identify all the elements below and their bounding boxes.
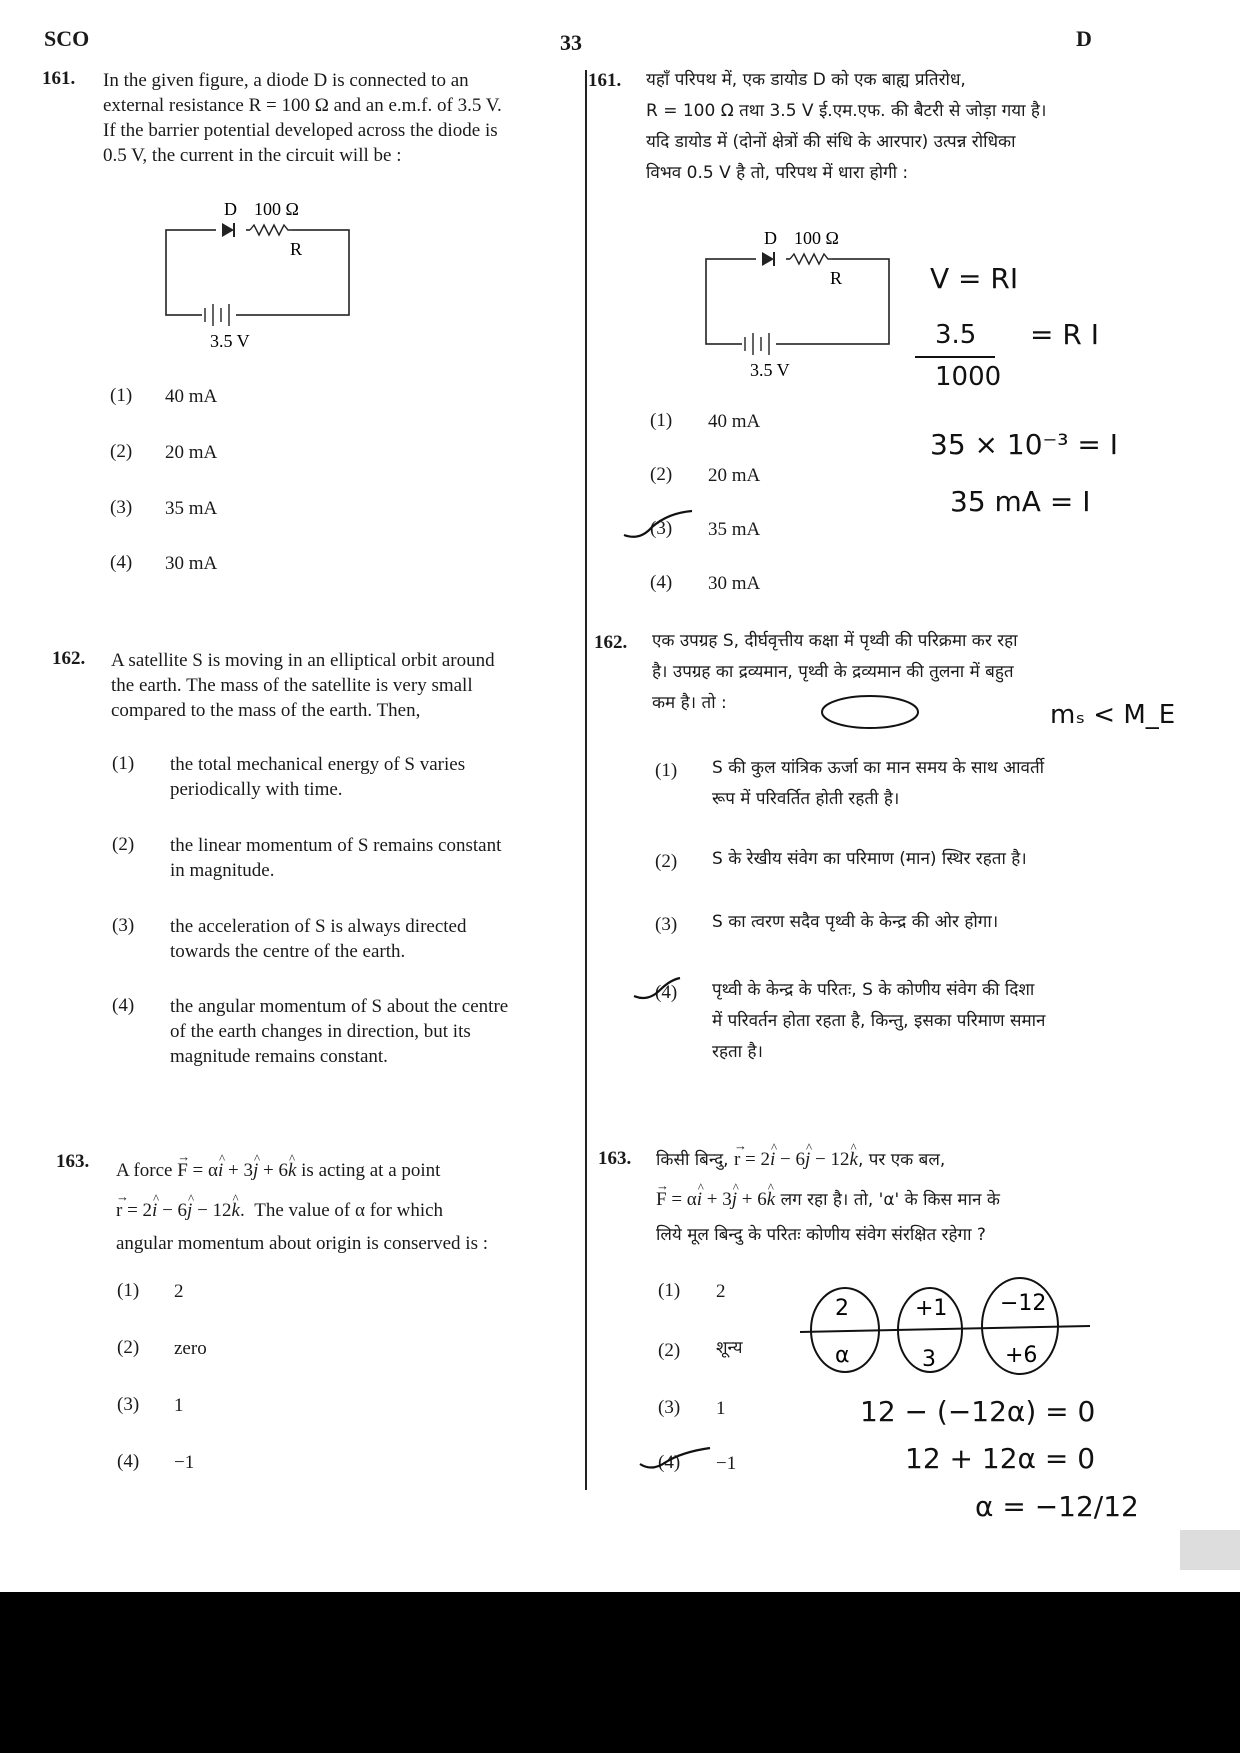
q161-hi-option-3-number: (3) (650, 518, 673, 539)
q163-option-3-number: (3) (117, 1394, 140, 1415)
column-divider (585, 70, 587, 1490)
circle-top-2: +1 (915, 1296, 948, 1321)
handwritten-fraction-denominator: 1000 (935, 362, 1002, 392)
circle-bottom-2: 3 (922, 1347, 936, 1372)
q161-battery-label: 3.5 V (210, 331, 250, 351)
q163-option-3-text: 1 (174, 1395, 184, 1416)
q162-hi-option-3-text: S का त्वरण सदैव पृथ्वी के केन्द्र की ओर होगा। (712, 912, 999, 932)
q161-resistance-value: 100 Ω (254, 199, 299, 219)
q162-option-1-number: (1) (112, 753, 135, 774)
check-mark-q161 (620, 505, 700, 545)
q162-hi-number: 162. (594, 632, 628, 653)
q161-option-2-number: (2) (110, 441, 133, 462)
q163-hi-option-3-text: 1 (716, 1398, 726, 1419)
q161-hi-resistance-value: 100 Ω (794, 228, 839, 248)
q161-diode-label: D (224, 199, 237, 219)
q162-hi-question: एक उपग्रह S, दीर्घवृत्तीय कक्षा में पृथ्वी की परिक्रमा कर रहा है। उपग्रह का द्रव्यमान, पृथ्वी के द्रव्यमान की तुलना में बहुत कम है। तो : (652, 631, 1018, 713)
handwritten-calc1: 12 − (−12α) = 0 (860, 1395, 1096, 1428)
exam-code: SCO (44, 26, 90, 51)
q161-option-4-number: (4) (110, 552, 133, 573)
page-number: 33 (560, 30, 582, 55)
q161-hi-diode-label: D (764, 228, 777, 248)
q162-option-3-number: (3) (112, 915, 135, 936)
q163-hi-option-2-number: (2) (658, 1340, 681, 1361)
q162-hi-option-1-number: (1) (655, 760, 678, 781)
q161-hi-resistor-label: R (830, 268, 843, 288)
q162-hi-option-4-text: पृथ्वी के केन्द्र के परितः, S के कोणीय संवेग की दिशा में परिवर्तन होता रहता है, किन्तु, इसका परिमाण समान रहता है। (712, 980, 1046, 1062)
q161-hi-option-1-number: (1) (650, 410, 673, 431)
q162-option-4-number: (4) (112, 995, 135, 1016)
q161-hi-number: 161. (588, 70, 622, 91)
handwritten-line4: 35 mA = I (950, 485, 1091, 518)
check-mark-q162 (630, 968, 690, 1008)
q162-option-3-text: the acceleration of S is always directed towards the centre of the earth. (170, 916, 467, 962)
q162-option-2-text: the linear momentum of S remains constant in magnitude. (170, 835, 502, 881)
handwritten-calc3: α = −12/12 (975, 1490, 1139, 1523)
q161-option-3-number: (3) (110, 497, 133, 518)
booklet-code: D (1076, 26, 1092, 51)
circle-bottom-1: α (835, 1343, 850, 1368)
q162-option-2-number: (2) (112, 834, 135, 855)
q162-hi-option-1-text: S की कुल यांत्रिक ऊर्जा का मान समय के साथ आवर्ती रूप में परिवर्तित होती रहती है। (712, 758, 1045, 809)
q161-option-4-text: 30 mA (165, 553, 218, 574)
q163-hi-option-3-number: (3) (658, 1397, 681, 1418)
scan-artifact (1180, 1530, 1240, 1570)
q163-hi-option-4-text: −1 (716, 1453, 737, 1474)
q161-hi-question: यहाँ परिपथ में, एक डायोड D को एक बाह्य प्रतिरोध, R = 100 Ω तथा 3.5 V ई.एम.एफ. की बैटरी से जोड़ा गया है। यदि डायोड में (दोनों क्षेत्रों की संधि के आरपार) उत्पन्न रोधिका विभव 0.5 V है तो, परिपथ में धारा होगी : (646, 70, 1047, 183)
handwritten-line3: 35 × 10⁻³ = I (930, 428, 1119, 461)
q161-hi-option-3-text: 35 mA (708, 519, 761, 540)
handwritten-fraction-numerator: 3.5 (935, 320, 977, 350)
q161-option-1-text: 40 mA (165, 386, 218, 407)
orbit-sketch (815, 688, 925, 738)
q161-option-3-text: 35 mA (165, 498, 218, 519)
q161-hi-option-4-text: 30 mA (708, 573, 761, 594)
q161-hi-option-1-text: 40 mA (708, 411, 761, 432)
q162-hi-option-2-number: (2) (655, 851, 678, 872)
q163-hi-option-4-number: (4) (658, 1452, 681, 1473)
q161-hi-battery-label: 3.5 V (750, 360, 790, 380)
handwritten-fraction-rhs: = R I (1030, 318, 1099, 351)
q161-option-2-text: 20 mA (165, 442, 218, 463)
q161-hi-option-4-number: (4) (650, 572, 673, 593)
q163-option-2-text: zero (174, 1338, 207, 1359)
handwritten-calc2: 12 + 12α = 0 (905, 1442, 1096, 1475)
q162-hi-option-4-number: (4) (655, 982, 678, 1003)
handwritten-v-ri: V = RI (930, 262, 1019, 295)
q161-circuit-diagram (150, 195, 370, 355)
q163-hi-option-1-number: (1) (658, 1280, 681, 1301)
circle-top-3: −12 (1000, 1291, 1047, 1316)
q161-option-1-number: (1) (110, 385, 133, 406)
scan-black-band (0, 1592, 1240, 1753)
q163-option-2-number: (2) (117, 1337, 140, 1358)
q163-option-1-number: (1) (117, 1280, 140, 1301)
check-mark-q163 (636, 1440, 716, 1476)
q161-hi-option-2-number: (2) (650, 464, 673, 485)
q161-hi-circuit-diagram (690, 224, 910, 384)
q163-number: 163. (56, 1151, 90, 1172)
q163-question: A force → F = α^ i + 3^ j + 6^ k is acting at a point → r = 2^ i − 6^ j − 12^ k. The value of α for which angular momentum about origin is conserved is : (116, 1151, 576, 1256)
q162-hi-option-3-number: (3) (655, 914, 678, 935)
q161-resistor-label: R (290, 239, 303, 259)
q163-hi-option-1-text: 2 (716, 1281, 726, 1302)
q163-option-1-text: 2 (174, 1281, 184, 1302)
handwritten-fraction-bar (915, 356, 995, 358)
q163-option-4-number: (4) (117, 1451, 140, 1472)
circle-bottom-3: +6 (1005, 1343, 1038, 1368)
q162-option-1-text: the total mechanical energy of S varies periodically with time. (170, 754, 466, 800)
circle-top-1: 2 (835, 1296, 849, 1321)
q161-number: 161. (42, 68, 76, 89)
q162-hi-option-2-text: S के रेखीय संवेग का परिमाण (मान) स्थिर रहता है। (712, 849, 1027, 869)
handwritten-component-circles (800, 1270, 1090, 1380)
q163-hi-question: किसी बिन्दु, → r = 2^ i − 6^ j − 12^ k, पर एक बल, → F = α^ i + 3^ j + 6^ k लग रहा है। तो, 'α' के किस मान के लिये मूल बिन्दु के परितः कोणीय संवेग संरक्षित रहेगा ? (656, 1140, 1136, 1250)
q161-question: In the given figure, a diode D is connected to an external resistance R = 100 Ω and an e.m.f. of 3.5 V. If the barrier potential developed across the diode is 0.5 V, the current in the circuit will be : (103, 70, 502, 166)
q163-hi-option-2-text: शून्य (716, 1338, 743, 1358)
handwritten-mass-relation: mₛ < M_E (1050, 700, 1176, 730)
q162-number: 162. (52, 648, 86, 669)
q162-question: A satellite S is moving in an elliptical orbit around the earth. The mass of the satellite is very small compared to the mass of the earth. Then, (111, 650, 495, 721)
q161-hi-option-2-text: 20 mA (708, 465, 761, 486)
q162-option-4-text: the angular momentum of S about the centre of the earth changes in direction, but its magnitude remains constant. (170, 996, 509, 1067)
q163-hi-number: 163. (598, 1148, 632, 1169)
q163-option-4-text: −1 (174, 1452, 195, 1473)
